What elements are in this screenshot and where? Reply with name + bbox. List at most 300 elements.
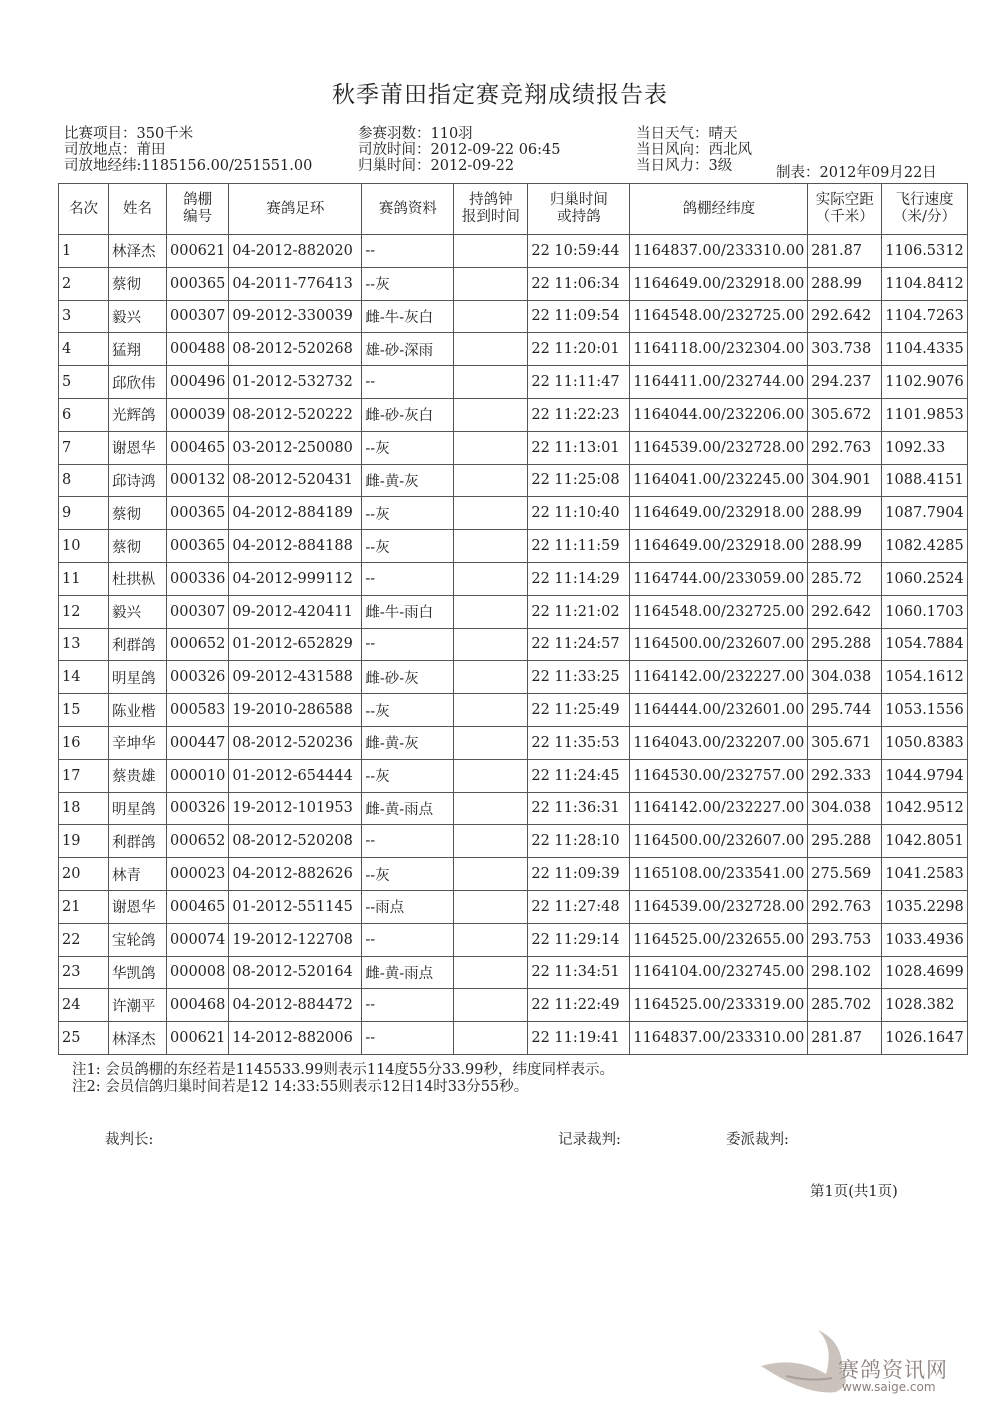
cell-pigeon-info: 雌-砂-灰白 xyxy=(362,398,454,431)
cell-ring-number: 01-2012-654444 xyxy=(229,759,362,792)
cell-loft-coordinates: 1164118.00/232304.00 xyxy=(630,333,808,366)
cell-loft-id: 000336 xyxy=(167,562,229,595)
cell-arrival-time: 22 11:10:40 xyxy=(528,497,630,530)
cell-distance: 285.702 xyxy=(808,989,882,1022)
cell-loft-coordinates: 1164142.00/232227.00 xyxy=(630,661,808,694)
cell-clock-time xyxy=(454,235,528,268)
cell-rank: 17 xyxy=(59,759,109,792)
cell-arrival-time: 22 11:25:08 xyxy=(528,464,630,497)
cell-pigeon-info: 雌-黄-灰 xyxy=(362,726,454,759)
cell-name: 毅兴 xyxy=(109,300,167,333)
cell-rank: 25 xyxy=(59,1022,109,1055)
cell-ring-number: 19-2010-286588 xyxy=(229,694,362,727)
cell-loft-coordinates: 1164548.00/232725.00 xyxy=(630,595,808,628)
cell-distance: 292.333 xyxy=(808,759,882,792)
table-row xyxy=(59,759,968,792)
cell-distance: 293.753 xyxy=(808,923,882,956)
header-speed: 飞行速度 （米/分） xyxy=(882,184,967,235)
cell-pigeon-info: --灰 xyxy=(362,267,454,300)
cell-loft-coordinates: 1164649.00/232918.00 xyxy=(630,497,808,530)
header-ring-number: 赛鸽足环 xyxy=(229,184,362,235)
return-date: 归巢时间：2012-09-22 xyxy=(358,158,515,174)
cell-distance: 298.102 xyxy=(808,956,882,989)
cell-ring-number: 04-2012-882020 xyxy=(229,235,362,268)
cell-name: 蔡彻 xyxy=(109,530,167,563)
cell-distance: 294.237 xyxy=(808,366,882,399)
record-judge-label: 记录裁判: xyxy=(558,1132,621,1148)
cell-loft-coordinates: 1164444.00/232601.00 xyxy=(630,694,808,727)
cell-loft-id: 000074 xyxy=(167,923,229,956)
cell-loft-id: 000365 xyxy=(167,530,229,563)
cell-ring-number: 09-2012-431588 xyxy=(229,661,362,694)
chief-judge-label: 裁判长: xyxy=(105,1132,154,1148)
cell-pigeon-info: 雌-黄-灰 xyxy=(362,464,454,497)
cell-clock-time xyxy=(454,726,528,759)
cell-ring-number: 04-2012-884189 xyxy=(229,497,362,530)
cell-arrival-time: 22 11:19:41 xyxy=(528,1022,630,1055)
cell-speed: 1028.382 xyxy=(882,989,967,1022)
cell-loft-id: 000621 xyxy=(167,235,229,268)
table-row xyxy=(59,792,968,825)
cell-arrival-time: 22 11:35:53 xyxy=(528,726,630,759)
cell-loft-coordinates: 1164142.00/232227.00 xyxy=(630,792,808,825)
cell-pigeon-info: --灰 xyxy=(362,530,454,563)
cell-distance: 285.72 xyxy=(808,562,882,595)
cell-speed: 1028.4699 xyxy=(882,956,967,989)
cell-name: 谢恩华 xyxy=(109,431,167,464)
cell-name: 蔡彻 xyxy=(109,497,167,530)
cell-pigeon-info: -- xyxy=(362,235,454,268)
cell-arrival-time: 22 11:11:59 xyxy=(528,530,630,563)
cell-arrival-time: 22 11:22:23 xyxy=(528,398,630,431)
release-location: 司放地点：莆田 xyxy=(64,142,166,158)
cell-pigeon-info: --灰 xyxy=(362,759,454,792)
header-loft-coordinates: 鸽棚经纬度 xyxy=(630,184,808,235)
table-row xyxy=(59,235,968,268)
cell-loft-id: 000652 xyxy=(167,825,229,858)
cell-clock-time xyxy=(454,530,528,563)
cell-clock-time xyxy=(454,267,528,300)
cell-loft-coordinates: 1164744.00/233059.00 xyxy=(630,562,808,595)
cell-ring-number: 08-2012-520164 xyxy=(229,956,362,989)
cell-clock-time xyxy=(454,431,528,464)
cell-rank: 24 xyxy=(59,989,109,1022)
header-pigeon-info: 赛鸽资料 xyxy=(362,184,454,235)
table-row xyxy=(59,431,968,464)
cell-pigeon-info: -- xyxy=(362,923,454,956)
cell-pigeon-info: -- xyxy=(362,562,454,595)
cell-pigeon-info: 雌-黄-雨点 xyxy=(362,956,454,989)
cell-ring-number: 04-2011-776413 xyxy=(229,267,362,300)
cell-distance: 304.038 xyxy=(808,661,882,694)
cell-speed: 1026.1647 xyxy=(882,1022,967,1055)
cell-loft-coordinates: 1164525.00/232655.00 xyxy=(630,923,808,956)
page-title: 秋季莆田指定赛竞翔成绩报告表 xyxy=(332,82,668,108)
cell-loft-id: 000132 xyxy=(167,464,229,497)
cell-loft-coordinates: 1164525.00/233319.00 xyxy=(630,989,808,1022)
cell-name: 邱诗鸿 xyxy=(109,464,167,497)
cell-name: 邱欣伟 xyxy=(109,366,167,399)
cell-speed: 1054.1612 xyxy=(882,661,967,694)
cell-loft-coordinates: 1164041.00/232245.00 xyxy=(630,464,808,497)
cell-clock-time xyxy=(454,792,528,825)
cell-name: 林青 xyxy=(109,858,167,891)
results-table xyxy=(58,183,968,1055)
cell-clock-time xyxy=(454,661,528,694)
cell-clock-time xyxy=(454,562,528,595)
cell-loft-id: 000307 xyxy=(167,595,229,628)
cell-arrival-time: 22 11:13:01 xyxy=(528,431,630,464)
watermark-text: 赛鸽资讯网 xyxy=(838,1358,948,1382)
cell-arrival-time: 22 11:14:29 xyxy=(528,562,630,595)
cell-name: 杜拱枞 xyxy=(109,562,167,595)
cell-pigeon-info: --灰 xyxy=(362,858,454,891)
race-info-column-2 xyxy=(358,126,561,174)
table-row xyxy=(59,858,968,891)
cell-arrival-time: 22 11:06:34 xyxy=(528,267,630,300)
cell-speed: 1060.2524 xyxy=(882,562,967,595)
cell-arrival-time: 22 11:09:39 xyxy=(528,858,630,891)
table-row xyxy=(59,890,968,923)
cell-clock-time xyxy=(454,825,528,858)
table-row xyxy=(59,464,968,497)
cell-arrival-time: 22 11:27:48 xyxy=(528,890,630,923)
header-rank: 名次 xyxy=(59,184,109,235)
cell-ring-number: 04-2012-999112 xyxy=(229,562,362,595)
race-distance: 比赛项目：350千米 xyxy=(64,126,194,142)
cell-name: 光辉鸽 xyxy=(109,398,167,431)
table-row xyxy=(59,956,968,989)
cell-pigeon-info: -- xyxy=(362,989,454,1022)
cell-distance: 305.671 xyxy=(808,726,882,759)
cell-arrival-time: 22 11:20:01 xyxy=(528,333,630,366)
cell-loft-id: 000326 xyxy=(167,792,229,825)
cell-name: 明星鸽 xyxy=(109,661,167,694)
cell-pigeon-info: -- xyxy=(362,1022,454,1055)
cell-rank: 4 xyxy=(59,333,109,366)
cell-speed: 1104.7263 xyxy=(882,300,967,333)
table-row xyxy=(59,300,968,333)
table-row xyxy=(59,497,968,530)
assigned-judge-label: 委派裁判: xyxy=(726,1132,789,1148)
cell-ring-number: 19-2012-101953 xyxy=(229,792,362,825)
header-arrival-time: 归巢时间 或持鸽 xyxy=(528,184,630,235)
wind-force: 当日风力：3级 xyxy=(636,158,733,174)
cell-distance: 292.642 xyxy=(808,300,882,333)
cell-ring-number: 08-2012-520268 xyxy=(229,333,362,366)
cell-rank: 10 xyxy=(59,530,109,563)
cell-rank: 7 xyxy=(59,431,109,464)
cell-arrival-time: 22 11:24:57 xyxy=(528,628,630,661)
table-row xyxy=(59,530,968,563)
cell-rank: 22 xyxy=(59,923,109,956)
cell-loft-id: 000010 xyxy=(167,759,229,792)
cell-speed: 1092.33 xyxy=(882,431,967,464)
cell-distance: 305.672 xyxy=(808,398,882,431)
cell-speed: 1033.4936 xyxy=(882,923,967,956)
table-row xyxy=(59,595,968,628)
cell-rank: 19 xyxy=(59,825,109,858)
cell-arrival-time: 22 10:59:44 xyxy=(528,235,630,268)
cell-rank: 2 xyxy=(59,267,109,300)
table-row xyxy=(59,825,968,858)
cell-clock-time xyxy=(454,956,528,989)
cell-distance: 295.288 xyxy=(808,628,882,661)
cell-loft-coordinates: 1164104.00/232745.00 xyxy=(630,956,808,989)
header-loft-id: 鸽棚 编号 xyxy=(167,184,229,235)
cell-loft-coordinates: 1164649.00/232918.00 xyxy=(630,267,808,300)
cell-loft-coordinates: 1164530.00/232757.00 xyxy=(630,759,808,792)
cell-speed: 1104.8412 xyxy=(882,267,967,300)
cell-pigeon-info: 雄-砂-深雨 xyxy=(362,333,454,366)
cell-arrival-time: 22 11:11:47 xyxy=(528,366,630,399)
cell-clock-time xyxy=(454,398,528,431)
note-1: 注1: 会员鸽棚的东经若是1145533.99则表示114度55分33.99秒，纬度同样表示。 xyxy=(72,1062,614,1078)
cell-name: 明星鸽 xyxy=(109,792,167,825)
cell-speed: 1106.5312 xyxy=(882,235,967,268)
table-row xyxy=(59,661,968,694)
cell-loft-id: 000583 xyxy=(167,694,229,727)
cell-arrival-time: 22 11:28:10 xyxy=(528,825,630,858)
cell-distance: 295.744 xyxy=(808,694,882,727)
header-name: 姓名 xyxy=(109,184,167,235)
cell-pigeon-info: 雌-牛-灰白 xyxy=(362,300,454,333)
table-header-row xyxy=(59,184,968,235)
cell-ring-number: 08-2012-520222 xyxy=(229,398,362,431)
cell-distance: 288.99 xyxy=(808,267,882,300)
cell-speed: 1054.7884 xyxy=(882,628,967,661)
cell-ring-number: 04-2012-882626 xyxy=(229,858,362,891)
cell-ring-number: 08-2012-520208 xyxy=(229,825,362,858)
cell-loft-coordinates: 1164539.00/232728.00 xyxy=(630,431,808,464)
cell-speed: 1041.2583 xyxy=(882,858,967,891)
cell-pigeon-info: --灰 xyxy=(362,694,454,727)
cell-clock-time xyxy=(454,628,528,661)
cell-clock-time xyxy=(454,497,528,530)
cell-rank: 21 xyxy=(59,890,109,923)
cell-distance: 292.763 xyxy=(808,431,882,464)
cell-clock-time xyxy=(454,366,528,399)
cell-loft-id: 000465 xyxy=(167,431,229,464)
cell-loft-coordinates: 1164837.00/233310.00 xyxy=(630,235,808,268)
note-2: 注2: 会员信鸽归巢时间若是12 14:33:55则表示12日14时33分55秒。 xyxy=(72,1079,529,1095)
cell-speed: 1044.9794 xyxy=(882,759,967,792)
cell-loft-id: 000307 xyxy=(167,300,229,333)
cell-distance: 292.642 xyxy=(808,595,882,628)
cell-loft-coordinates: 1164837.00/233310.00 xyxy=(630,1022,808,1055)
cell-speed: 1088.4151 xyxy=(882,464,967,497)
cell-clock-time xyxy=(454,694,528,727)
cell-clock-time xyxy=(454,923,528,956)
cell-ring-number: 03-2012-250080 xyxy=(229,431,362,464)
cell-rank: 11 xyxy=(59,562,109,595)
cell-arrival-time: 22 11:21:02 xyxy=(528,595,630,628)
cell-distance: 304.038 xyxy=(808,792,882,825)
cell-name: 猛翔 xyxy=(109,333,167,366)
cell-loft-coordinates: 1164500.00/232607.00 xyxy=(630,628,808,661)
cell-loft-id: 000447 xyxy=(167,726,229,759)
cell-loft-coordinates: 1164044.00/232206.00 xyxy=(630,398,808,431)
watermark-url: www.saige.com xyxy=(842,1380,936,1394)
cell-name: 毅兴 xyxy=(109,595,167,628)
cell-ring-number: 14-2012-882006 xyxy=(229,1022,362,1055)
cell-rank: 1 xyxy=(59,235,109,268)
cell-pigeon-info: 雌-黄-雨点 xyxy=(362,792,454,825)
table-row xyxy=(59,398,968,431)
cell-loft-coordinates: 1164539.00/232728.00 xyxy=(630,890,808,923)
cell-loft-id: 000468 xyxy=(167,989,229,1022)
cell-ring-number: 19-2012-122708 xyxy=(229,923,362,956)
cell-name: 蔡彻 xyxy=(109,267,167,300)
cell-clock-time xyxy=(454,1022,528,1055)
table-row xyxy=(59,694,968,727)
cell-ring-number: 09-2012-420411 xyxy=(229,595,362,628)
table-row xyxy=(59,366,968,399)
cell-pigeon-info: 雌-砂-灰 xyxy=(362,661,454,694)
wind-direction: 当日风向：西北风 xyxy=(636,142,752,158)
cell-rank: 23 xyxy=(59,956,109,989)
cell-loft-id: 000465 xyxy=(167,890,229,923)
table-row xyxy=(59,726,968,759)
release-time: 司放时间：2012-09-22 06:45 xyxy=(358,142,561,158)
table-row xyxy=(59,267,968,300)
cell-speed: 1042.9512 xyxy=(882,792,967,825)
table-body xyxy=(59,235,968,1055)
cell-loft-id: 000008 xyxy=(167,956,229,989)
cell-clock-time xyxy=(454,595,528,628)
cell-loft-coordinates: 1164043.00/232207.00 xyxy=(630,726,808,759)
cell-clock-time xyxy=(454,759,528,792)
cell-ring-number: 01-2012-652829 xyxy=(229,628,362,661)
cell-ring-number: 01-2012-532732 xyxy=(229,366,362,399)
cell-pigeon-info: -- xyxy=(362,628,454,661)
cell-distance: 275.569 xyxy=(808,858,882,891)
cell-loft-coordinates: 1165108.00/233541.00 xyxy=(630,858,808,891)
cell-clock-time xyxy=(454,333,528,366)
entry-count: 参赛羽数：110羽 xyxy=(358,126,473,142)
cell-distance: 295.288 xyxy=(808,825,882,858)
cell-speed: 1082.4285 xyxy=(882,530,967,563)
cell-loft-id: 000039 xyxy=(167,398,229,431)
cell-pigeon-info: --雨点 xyxy=(362,890,454,923)
cell-pigeon-info: -- xyxy=(362,366,454,399)
race-info-column-1 xyxy=(64,126,312,174)
cell-rank: 3 xyxy=(59,300,109,333)
cell-rank: 8 xyxy=(59,464,109,497)
cell-clock-time xyxy=(454,989,528,1022)
cell-distance: 303.738 xyxy=(808,333,882,366)
cell-arrival-time: 22 11:25:49 xyxy=(528,694,630,727)
cell-rank: 14 xyxy=(59,661,109,694)
cell-name: 林泽杰 xyxy=(109,1022,167,1055)
cell-loft-coordinates: 1164548.00/232725.00 xyxy=(630,300,808,333)
cell-rank: 16 xyxy=(59,726,109,759)
cell-rank: 9 xyxy=(59,497,109,530)
cell-loft-id: 000365 xyxy=(167,497,229,530)
cell-distance: 281.87 xyxy=(808,235,882,268)
cell-ring-number: 09-2012-330039 xyxy=(229,300,362,333)
cell-name: 陈业楷 xyxy=(109,694,167,727)
cell-loft-coordinates: 1164411.00/232744.00 xyxy=(630,366,808,399)
cell-name: 华凯鸽 xyxy=(109,956,167,989)
cell-distance: 288.99 xyxy=(808,530,882,563)
cell-rank: 18 xyxy=(59,792,109,825)
cell-loft-id: 000496 xyxy=(167,366,229,399)
cell-rank: 13 xyxy=(59,628,109,661)
cell-pigeon-info: --灰 xyxy=(362,431,454,464)
cell-rank: 12 xyxy=(59,595,109,628)
cell-arrival-time: 22 11:24:45 xyxy=(528,759,630,792)
weather: 当日天气：晴天 xyxy=(636,126,738,142)
cell-clock-time xyxy=(454,890,528,923)
cell-name: 利群鸽 xyxy=(109,825,167,858)
header-clock-time: 持鸽钟 报到时间 xyxy=(454,184,528,235)
cell-arrival-time: 22 11:09:54 xyxy=(528,300,630,333)
cell-speed: 1102.9076 xyxy=(882,366,967,399)
page-number: 第1页(共1页) xyxy=(810,1184,898,1200)
cell-name: 蔡贵雄 xyxy=(109,759,167,792)
cell-loft-coordinates: 1164649.00/232918.00 xyxy=(630,530,808,563)
cell-arrival-time: 22 11:36:31 xyxy=(528,792,630,825)
cell-speed: 1050.8383 xyxy=(882,726,967,759)
cell-clock-time xyxy=(454,858,528,891)
cell-rank: 6 xyxy=(59,398,109,431)
table-row xyxy=(59,1022,968,1055)
cell-ring-number: 01-2012-551145 xyxy=(229,890,362,923)
table-row xyxy=(59,562,968,595)
cell-speed: 1104.4335 xyxy=(882,333,967,366)
cell-rank: 15 xyxy=(59,694,109,727)
cell-arrival-time: 22 11:33:25 xyxy=(528,661,630,694)
cell-ring-number: 08-2012-520236 xyxy=(229,726,362,759)
cell-distance: 304.901 xyxy=(808,464,882,497)
cell-speed: 1087.7904 xyxy=(882,497,967,530)
cell-loft-id: 000652 xyxy=(167,628,229,661)
cell-loft-id: 000326 xyxy=(167,661,229,694)
cell-rank: 5 xyxy=(59,366,109,399)
cell-pigeon-info: 雌-牛-雨白 xyxy=(362,595,454,628)
cell-speed: 1042.8051 xyxy=(882,825,967,858)
cell-arrival-time: 22 11:22:49 xyxy=(528,989,630,1022)
cell-clock-time xyxy=(454,464,528,497)
release-coordinates: 司放地经纬:1185156.00/251551.00 xyxy=(64,158,313,174)
cell-clock-time xyxy=(454,300,528,333)
cell-arrival-time: 22 11:34:51 xyxy=(528,956,630,989)
cell-loft-id: 000023 xyxy=(167,858,229,891)
cell-pigeon-info: -- xyxy=(362,825,454,858)
cell-pigeon-info: --灰 xyxy=(362,497,454,530)
table-row xyxy=(59,923,968,956)
cell-ring-number: 08-2012-520431 xyxy=(229,464,362,497)
cell-name: 宝轮鸽 xyxy=(109,923,167,956)
report-date: 制表：2012年09月22日 xyxy=(776,165,937,181)
cell-name: 辛坤华 xyxy=(109,726,167,759)
cell-speed: 1060.1703 xyxy=(882,595,967,628)
cell-name: 林泽杰 xyxy=(109,235,167,268)
table-row xyxy=(59,333,968,366)
cell-name: 谢恩华 xyxy=(109,890,167,923)
cell-name: 利群鸽 xyxy=(109,628,167,661)
cell-name: 许潮平 xyxy=(109,989,167,1022)
race-info-column-3 xyxy=(636,126,752,174)
cell-distance: 288.99 xyxy=(808,497,882,530)
table-row xyxy=(59,628,968,661)
cell-arrival-time: 22 11:29:14 xyxy=(528,923,630,956)
table-row xyxy=(59,989,968,1022)
cell-speed: 1035.2298 xyxy=(882,890,967,923)
cell-speed: 1101.9853 xyxy=(882,398,967,431)
cell-ring-number: 04-2012-884472 xyxy=(229,989,362,1022)
